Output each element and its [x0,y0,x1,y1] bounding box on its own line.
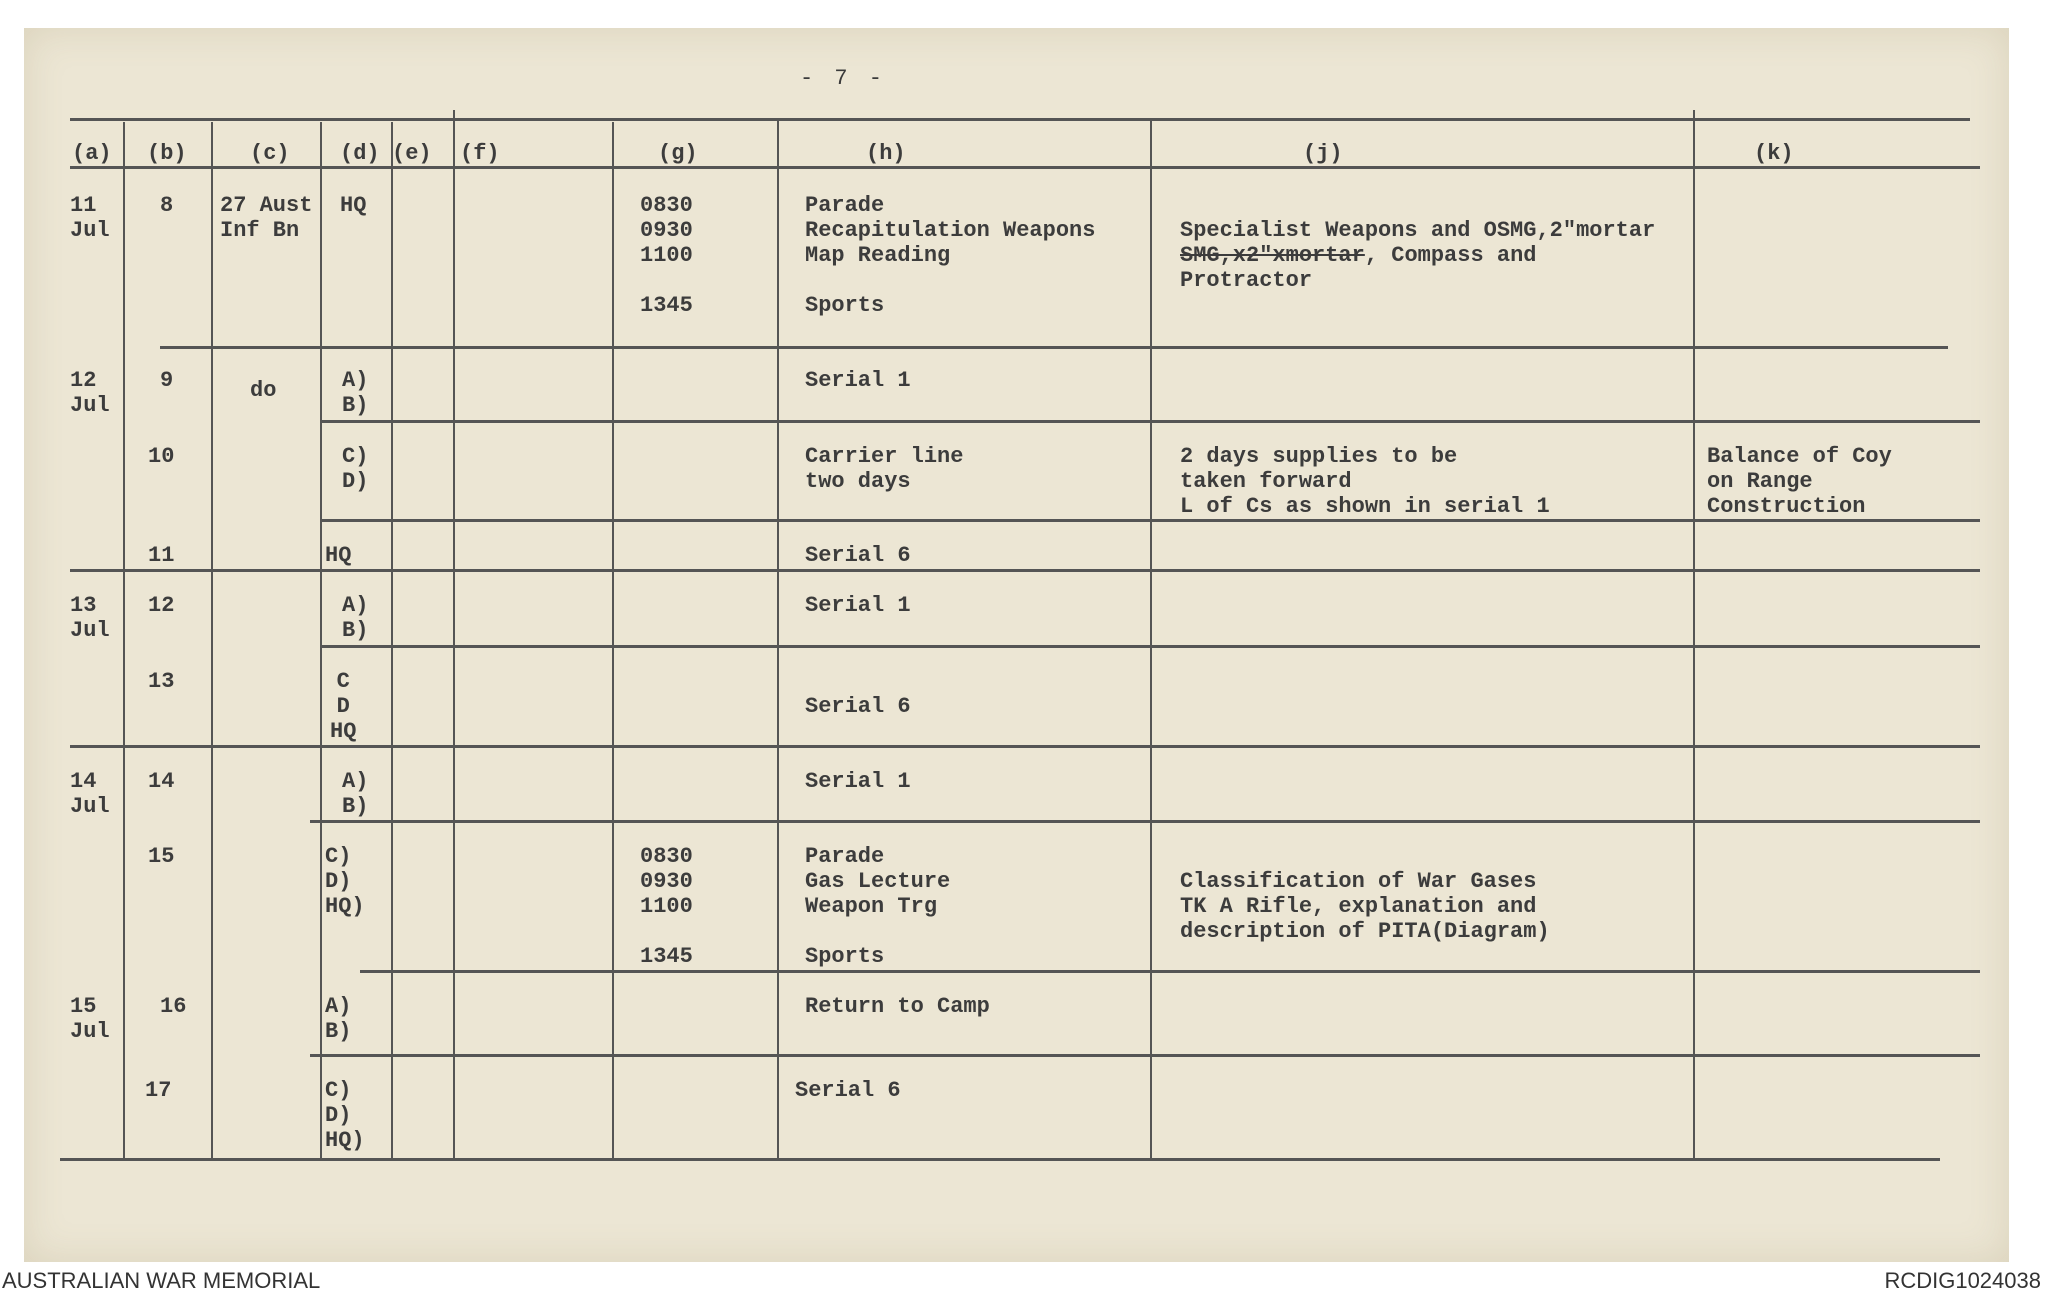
rule-row7 [310,820,1980,823]
page-number: - 7 - [800,66,887,91]
serial-12: 12 [148,593,175,618]
serial-16: 16 [160,994,187,1019]
sub-unit-c-d-hq: C D HQ [330,669,357,744]
header-h: (h) [866,141,906,166]
activity-serial-14: Serial 1 [805,769,911,794]
activity-serial-10: Carrier line two days [805,444,964,494]
unit-ditto: do [250,378,277,403]
rule-row8 [360,970,1980,973]
serial-17: 17 [145,1078,172,1103]
header-e: (e) [392,141,432,166]
sub-unit-a-b: A) B) [342,368,369,418]
col-div-ef [453,110,455,1158]
col-div-jk [1693,110,1695,1158]
details-continued: , Compass and [1364,243,1537,268]
col-div-gh [777,118,779,1158]
sub-unit-a-b-2: A) B) [342,593,369,643]
header-a: (a) [72,141,112,166]
sub-unit-a-b-4: A) B) [325,994,352,1044]
details-serial-10: 2 days supplies to be taken forward L of Cs as shown in serial 1 [1180,444,1550,519]
rule-top [70,118,1970,121]
times-serial-8: 0830 0930 1100 1345 [640,193,693,318]
header-k: (k) [1754,141,1794,166]
unit-27-aust-inf-bn: 27 Aust Inf Bn [220,193,313,243]
times-serial-15: 0830 0930 1100 1345 [640,844,693,969]
struck-text: SMG,x2"xmortar [1180,243,1365,268]
header-c: (c) [250,141,290,166]
date-14-jul: 14 Jul [70,769,110,819]
activity-serial-13: Serial 6 [805,694,911,719]
activity-serial-16: Return to Camp [805,994,990,1019]
serial-9: 9 [160,368,174,393]
activity-serial-9: Serial 1 [805,368,911,393]
footer-id: RCDIG1024038 [1884,1268,2041,1293]
sub-unit-hq: HQ [340,193,367,218]
col-div-de [391,122,393,1158]
col-div-hj [1150,118,1152,1158]
activities-serial-15: Parade Gas Lecture Weapon Trg Sports [805,844,951,969]
sub-unit-a-b-3: A) B) [342,769,369,819]
col-div-bc [211,122,213,1158]
col-div-cd [320,122,322,1158]
sub-unit-c-d-hq-3: C) D) HQ) [325,1078,365,1153]
remarks-serial-10: Balance of Coy on Range Construction [1707,444,1892,519]
rule-bottom [60,1158,1940,1161]
serial-15: 15 [148,844,175,869]
col-div-ab [123,122,125,1158]
details-serial-8-line3: Protractor [1180,268,1313,293]
rule-row9 [310,1054,1980,1057]
col-div-fg [612,122,614,1158]
header-d: (d) [340,141,380,166]
details-serial-15: Classification of War Gases TK A Rifle, explanation and description of PITA(Diagram) [1180,869,1550,944]
activity-serial-17: Serial 6 [795,1078,901,1103]
header-g: (g) [658,141,698,166]
serial-14: 14 [148,769,175,794]
sub-unit-hq-2: HQ [325,543,352,568]
sub-unit-c-d-hq-2: C) D) HQ) [325,844,365,919]
serial-13: 13 [148,669,175,694]
date-13-jul: 13 Jul [70,593,110,643]
activities-serial-8: Parade Recapitulation Weapons Map Reading Sports [805,193,1096,318]
serial-10: 10 [148,444,175,469]
date-11-jul: 11 Jul [70,193,110,243]
details-serial-8-line1: Specialist Weapons and OSMG,2"mortar [1180,218,1656,243]
date-12-jul: 12 Jul [70,368,110,418]
serial-11: 11 [148,543,175,568]
serial-8: 8 [160,193,174,218]
activity-serial-12: Serial 1 [805,593,911,618]
header-b: (b) [147,141,187,166]
rule-row1 [160,346,1948,349]
details-serial-8-line2 [1180,243,1536,268]
header-j: (j) [1303,141,1343,166]
footer-source: AUSTRALIAN WAR MEMORIAL [2,1268,321,1293]
activity-serial-11: Serial 6 [805,543,911,568]
date-15-jul: 15 Jul [70,994,110,1044]
sub-unit-c-d: C) D) [342,444,369,494]
header-f: (f) [460,141,500,166]
